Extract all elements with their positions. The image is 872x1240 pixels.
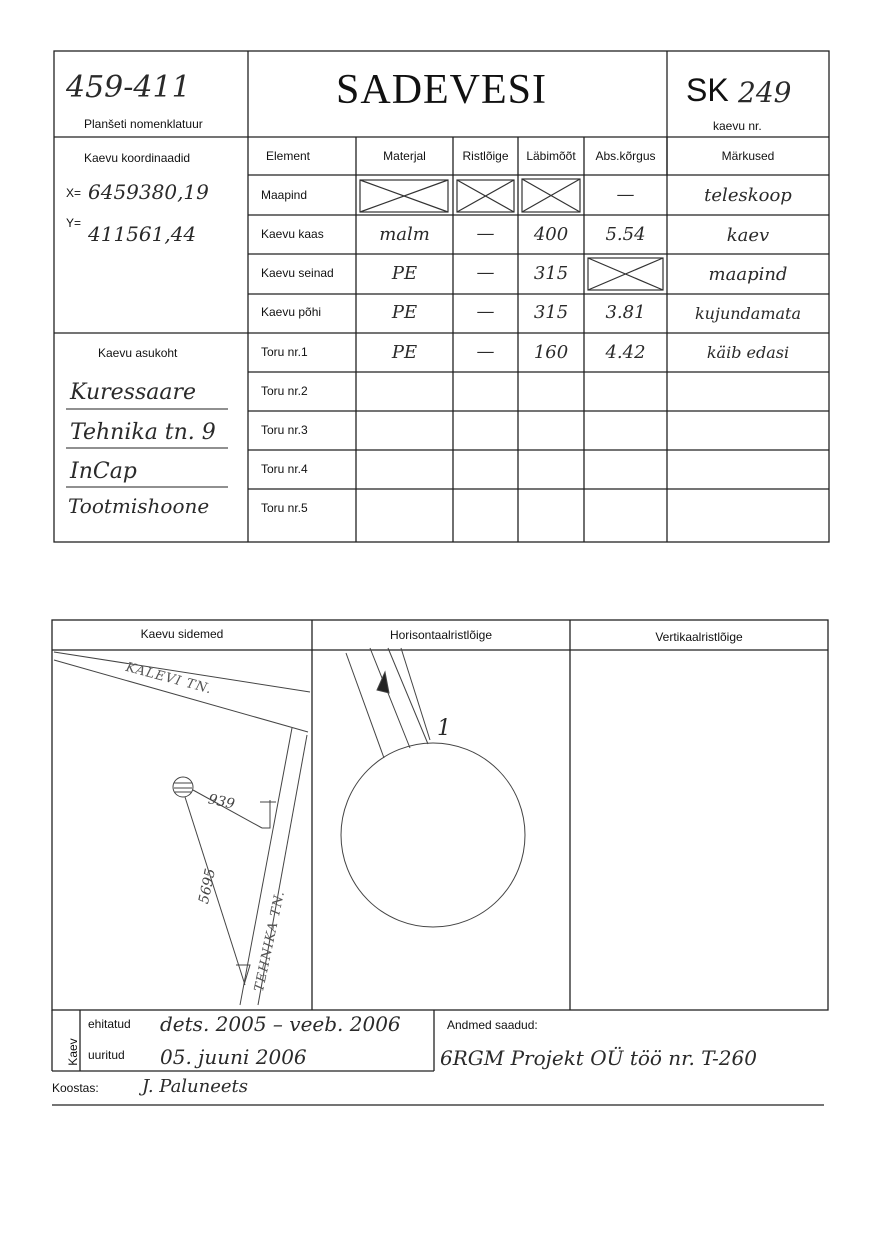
location-line-city: Kuressaare — [70, 380, 197, 405]
row-element: Kaevu seinad — [261, 266, 334, 280]
well-number: 249 — [738, 76, 792, 109]
col-element: Element — [265, 149, 311, 163]
row-labimoot: 160 — [533, 342, 569, 363]
row-labimoot: 315 — [533, 302, 569, 323]
location-line-building: Tootmishoone — [68, 494, 210, 518]
page-title: SADEVESI — [336, 67, 548, 113]
row-element: Toru nr.1 — [261, 345, 308, 359]
row-abs: 3.81 — [605, 302, 646, 323]
row-labimoot: 400 — [533, 224, 569, 245]
street-label-kalevi: KALEVI TN. — [124, 660, 214, 698]
vertical-section-header: Vertikaalristlõige — [655, 630, 743, 644]
row-materjal: PE — [391, 342, 418, 363]
col-labimoot: Läbimõõt — [526, 149, 576, 163]
row-ristloige: — — [476, 301, 495, 322]
row-markused: teleskoop — [704, 185, 792, 206]
row-element: Maapind — [261, 188, 308, 202]
y-coordinate-value: 411561,44 — [88, 222, 197, 246]
x-coordinate-label: X= — [66, 186, 82, 200]
author-signature: J. Paluneets — [142, 1076, 249, 1097]
row-ristloige: — — [476, 341, 495, 362]
pipe-number-label: 1 — [437, 716, 451, 741]
location-label: Kaevu asukoht — [98, 346, 178, 360]
x-coordinate-value: 6459380,19 — [88, 180, 209, 204]
row-element: Toru nr.4 — [261, 462, 308, 476]
row-markused: käib edasi — [706, 343, 790, 362]
well-number-label: kaevu nr. — [713, 119, 762, 133]
row-labimoot: 315 — [533, 263, 569, 284]
data-source-value: 6RGM Projekt OÜ töö nr. T-260 — [440, 1046, 757, 1070]
col-abs-korgus: Abs.kõrgus — [595, 149, 656, 163]
row-ristloige: — — [476, 223, 495, 244]
col-ristloige: Ristlõige — [462, 149, 509, 163]
row-materjal: malm — [379, 224, 430, 245]
row-materjal: PE — [391, 302, 418, 323]
row-element: Kaevu põhi — [261, 305, 322, 319]
surveyed-value: 05. juuni 2006 — [160, 1045, 307, 1069]
kaev-label: Kaev — [66, 1038, 80, 1066]
col-materjal: Materjal — [383, 149, 426, 163]
y-coordinate-label: Y= — [66, 216, 82, 230]
row-materjal: PE — [391, 263, 418, 284]
row-abs: — — [616, 184, 635, 205]
row-markused: maapind — [708, 264, 788, 285]
connections-header: Kaevu sidemed — [140, 627, 224, 641]
built-label: ehitatud — [88, 1017, 131, 1031]
row-markused: kaev — [726, 225, 770, 246]
row-ristloige: — — [476, 262, 495, 283]
location-line-company: InCap — [70, 459, 137, 484]
row-element: Toru nr.3 — [261, 423, 308, 437]
plansheet-value: 459-411 — [66, 70, 191, 105]
surveyed-label: uuritud — [88, 1048, 125, 1062]
row-element: Toru nr.2 — [261, 384, 308, 398]
author-label: Koostas: — [52, 1081, 99, 1095]
row-element: Toru nr.5 — [261, 501, 308, 515]
horizontal-section-header: Horisontaalristlõige — [389, 628, 493, 642]
distance-label-1: 939 — [206, 791, 237, 813]
plansheet-label: Planšeti nomenklatuur — [84, 117, 203, 131]
row-abs: 5.54 — [605, 224, 646, 245]
location-line-street: Tehnika tn. 9 — [70, 420, 216, 445]
well-prefix: SK — [686, 72, 729, 108]
coordinates-label: Kaevu koordinaadid — [84, 151, 191, 165]
data-source-label: Andmed saadud: — [447, 1018, 538, 1032]
street-label-tehnika: TEHNIKA TN. — [252, 889, 289, 994]
row-element: Kaevu kaas — [261, 227, 324, 241]
distance-label-2: 5695 — [196, 867, 220, 906]
row-abs: 4.42 — [605, 342, 646, 363]
col-markused: Märkused — [721, 149, 775, 163]
row-markused: kujundamata — [694, 304, 802, 323]
built-value: dets. 2005 – veeb. 2006 — [160, 1012, 401, 1036]
